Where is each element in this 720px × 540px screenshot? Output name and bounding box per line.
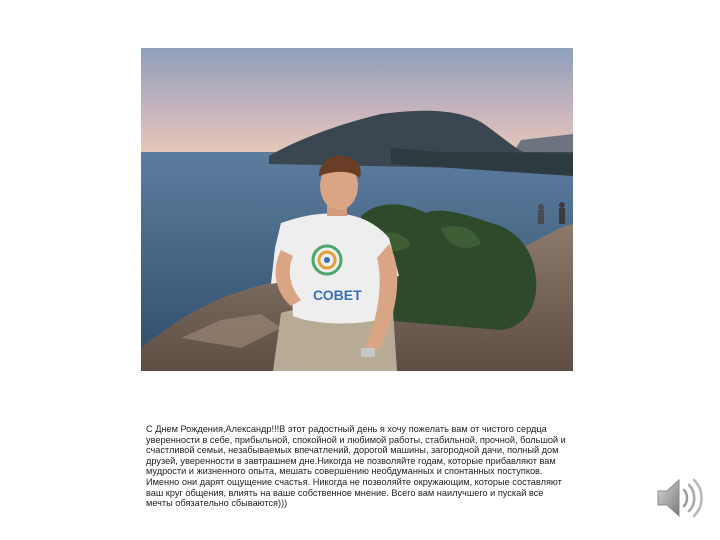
birthday-caption: С Днем Рождения,Александр!!!В этот радостный день я хочу пожелать вам от чистого сердца уверенности в себе, прибыльной, спокойной и любимой работы, стабильной, прочной, большой и счастливой семьи, незабываемых впечатлений, дорогой машины, загородной дачи, полный дом друзей, уверенности в завтрашнем дне.Никогда не позволяйте годам, которые прибавляют вам мудрости и жизненного опыта, мешать совершению необдуманных и спонтанных поступков. Именно они дарят ощущение счастья. Никогда не позволяйте окружающим, которые составляют ваш круг общения, влиять на ваше собственное мнение. Всего вам наилучшего и пускай все мечты обязательно сбываются))) [146,424,566,509]
svg-text:СОВЕТ: СОВЕТ [313,287,362,303]
slide-photo [141,48,573,371]
speaker-icon [652,472,704,524]
speaker-button[interactable] [652,472,704,524]
photo-scene [141,48,573,371]
